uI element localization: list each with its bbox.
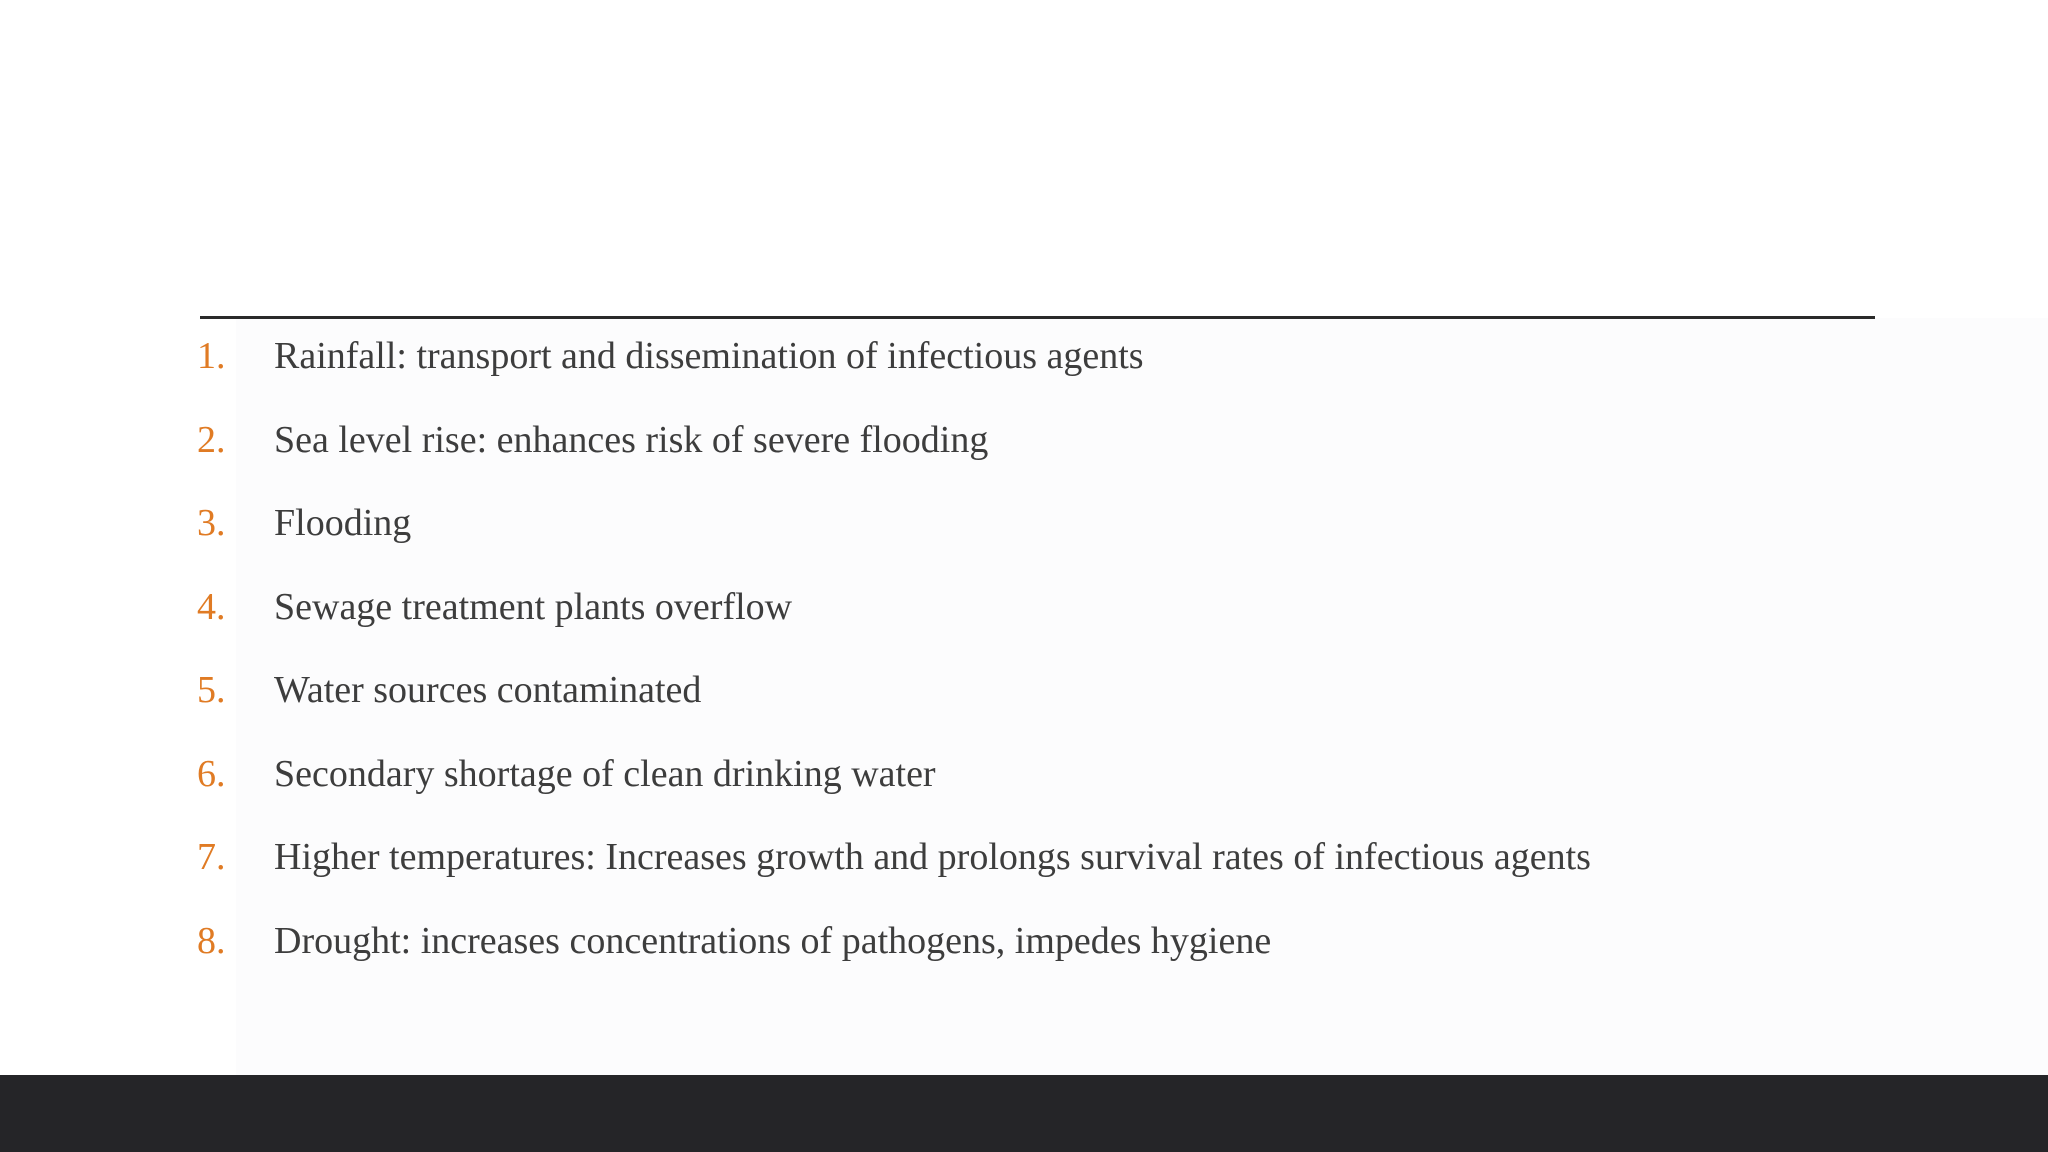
list-item bbox=[0, 408, 2048, 492]
list-item-number: 8. bbox=[197, 919, 226, 962]
list-item bbox=[0, 909, 2048, 993]
list-item-text: Sewage treatment plants overflow bbox=[274, 585, 793, 628]
list-item-text: Rainfall: transport and dissemination of infectious agents bbox=[274, 335, 1144, 377]
list-item-number: 7. bbox=[197, 836, 226, 878]
list-item-text: Flooding bbox=[274, 502, 412, 544]
list-item bbox=[0, 324, 2048, 408]
numbered-list bbox=[0, 324, 2048, 992]
list-item bbox=[0, 575, 2048, 659]
list-item-number: 4. bbox=[197, 585, 226, 628]
list-item bbox=[0, 825, 2048, 909]
list-item bbox=[0, 742, 2048, 826]
list-item-text: Sea level rise: enhances risk of severe flooding bbox=[274, 418, 989, 461]
list-item-text: Drought: increases concentrations of pathogens, impedes hygiene bbox=[274, 919, 1272, 962]
list-item-number: 2. bbox=[197, 418, 226, 461]
list-item-number: 3. bbox=[197, 502, 226, 544]
title-divider-line bbox=[200, 316, 1875, 319]
list-item-number: 1. bbox=[197, 335, 226, 377]
list-item-text: Higher temperatures: Increases growth and prolongs survival rates of infectious agents bbox=[274, 836, 1591, 878]
list-item-text: Secondary shortage of clean drinking water bbox=[274, 752, 936, 795]
list-item-number: 6. bbox=[197, 752, 226, 795]
list-item-text: Water sources contaminated bbox=[274, 669, 702, 711]
list-item-number: 5. bbox=[197, 669, 226, 711]
list-item bbox=[0, 658, 2048, 742]
list-item bbox=[0, 491, 2048, 575]
footer-bar bbox=[0, 1075, 2048, 1152]
